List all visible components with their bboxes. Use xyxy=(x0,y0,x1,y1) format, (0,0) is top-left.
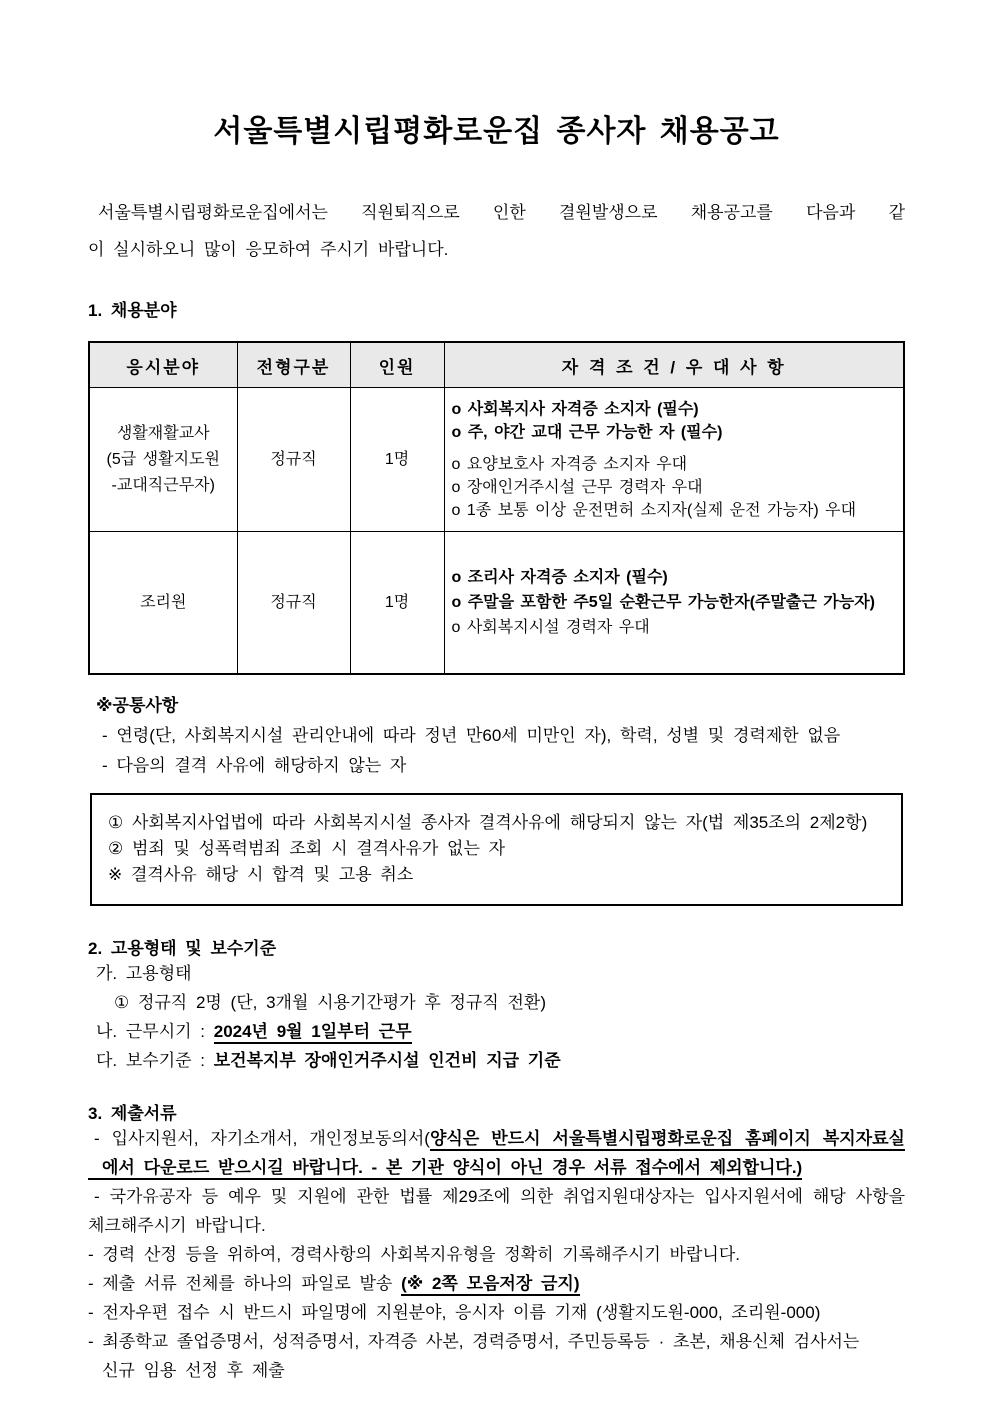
spacer xyxy=(452,444,900,453)
header-cell-track: 전형구분 xyxy=(237,342,350,388)
cell-qualifications xyxy=(444,532,904,675)
document-item-continuation: 체크해주시기 바랍니다. xyxy=(88,1216,266,1235)
cell-track: 정규직 xyxy=(237,532,350,675)
qualification-required: o 주말을 포함한 주5일 순환근무 가능한자(주말출근 가능자) xyxy=(451,594,875,611)
document-item-emphasis: (※ 2쪽 모음저장 금지) xyxy=(401,1274,579,1296)
disqualification-line: ② 범죄 및 성폭력범죄 조회 시 결격사유가 없는 자 xyxy=(108,839,506,858)
header-cell-field: 응시분야 xyxy=(89,342,237,388)
pay-standard-line xyxy=(88,1046,905,1075)
document-item-emphasis: 에서 다운로드 받으시길 바랍니다. - 본 기관 양식이 아닌 경우 서류 접수에서 제외합니다.) xyxy=(88,1158,802,1180)
document-item: - 최종학교 졸업증명서, 성적증명서, 자격증 사본, 경력증명서, 주민등록등 · 초본, 채용신체 검사서는 xyxy=(88,1332,860,1351)
cell-qualifications xyxy=(444,388,904,532)
field-line: 생활재활교사 xyxy=(116,424,210,442)
intro-line: 서울특별시립평화로운집에서는 직원퇴직으로 인한 결원발생으로 채용공고를 다음과 같 xyxy=(98,203,905,222)
document-item-text: - 제출 서류 전체를 하나의 파일로 발송 xyxy=(88,1274,402,1293)
field-line: (5급 생활지도원 xyxy=(106,450,220,468)
cell-headcount: 1명 xyxy=(350,388,444,532)
cell-track: 정규직 xyxy=(237,388,350,532)
pay-standard-label: 다. 보수기준 : xyxy=(96,1051,214,1070)
intro-paragraph xyxy=(88,194,905,268)
section-heading-documents: 3. 제출서류 xyxy=(88,1104,177,1123)
common-note-item: - 연령(단, 사회복지시설 관리안내에 따라 정년 만60세 미만인 자), 학력, 성별 및 경력제한 없음 xyxy=(102,726,841,745)
qualification-required: o 사회복지사 자격증 소지자 (필수) xyxy=(451,400,699,418)
section-employment xyxy=(88,934,905,1075)
cell-field: 조리원 xyxy=(89,532,237,675)
disqualification-box xyxy=(90,793,903,906)
document-item-continuation: 신규 임용 선정 후 제출 xyxy=(102,1361,285,1380)
page-title: 서울특별시립평화로운집 종사자 채용공고 xyxy=(213,115,780,148)
cell-headcount: 1명 xyxy=(350,532,444,675)
document-item xyxy=(88,1124,905,1153)
document-item-emphasis: 양식은 반드시 서울특별시립평화로운집 홈페이지 복지자료실 xyxy=(430,1129,905,1151)
header-cell-headcount: 인원 xyxy=(350,342,444,388)
table-row xyxy=(89,388,904,532)
section-heading-recruitment: 1. 채용분야 xyxy=(88,301,177,320)
field-line: -교대직근무자) xyxy=(111,476,215,494)
document-item-continuation xyxy=(88,1153,905,1182)
document-item xyxy=(88,1269,905,1298)
document-item-text: - 입사지원서, 자기소개서, 개인정보동의서( xyxy=(94,1129,430,1148)
section-documents xyxy=(88,1099,905,1385)
qualification-preferred: o 장애인거주시설 근무 경력자 우대 xyxy=(451,478,703,496)
qualification-preferred: o 1종 보통 이상 운전면허 소지자(실제 운전 가능자) 우대 xyxy=(451,501,857,519)
work-start-line xyxy=(88,1017,905,1046)
disqualification-line: ① 사회복지사업법에 따라 사회복지시설 종사자 결격사유에 해당되지 않는 자(법 제35조의 2제2항) xyxy=(108,813,868,832)
recruitment-table xyxy=(88,341,905,675)
cell-field xyxy=(89,388,237,532)
intro-line: 이 실시하오니 많이 응모하여 주시기 바랍니다. xyxy=(88,240,449,259)
document-item: - 국가유공자 등 예우 및 지원에 관한 법률 제29조에 의한 취업지원대상자는 입사지원서에 해당 사항을 xyxy=(94,1187,905,1206)
qualification-required: o 주, 야간 교대 근무 가능한 자 (필수) xyxy=(451,423,723,441)
header-cell-qualifications: 자 격 조 건 / 우 대 사 항 xyxy=(444,342,904,388)
disqualification-line: ※ 결격사유 해당 시 합격 및 고용 취소 xyxy=(108,865,414,884)
qualification-required: o 조리사 자격증 소지자 (필수) xyxy=(451,569,668,586)
work-start-label: 나. 근무시기 : xyxy=(96,1022,214,1041)
work-start-value: 2024년 9월 1일부터 근무 xyxy=(214,1022,412,1044)
common-note-item: - 다음의 결격 사유에 해당하지 않는 자 xyxy=(102,756,407,775)
qualification-preferred: o 사회복지시설 경력자 우대 xyxy=(451,619,650,636)
section-heading-employment: 2. 고용형태 및 보수기준 xyxy=(88,939,277,958)
common-notes-heading: ※공통사항 xyxy=(96,696,179,715)
employment-type-label: 가. 고용형태 xyxy=(96,964,192,983)
table-header-row xyxy=(89,342,904,388)
common-notes xyxy=(88,691,905,781)
employment-type-detail: ① 정규직 2명 (단, 3개월 시용기간평가 후 정규직 전환) xyxy=(114,993,546,1012)
table-row xyxy=(89,532,904,675)
pay-standard-value: 보건복지부 장애인거주시설 인건비 지급 기준 xyxy=(213,1051,561,1070)
document-item: - 경력 산정 등을 위하여, 경력사항의 사회복지유형을 정확히 기록해주시기 바랍니다. xyxy=(88,1245,740,1264)
qualification-preferred: o 요양보호사 자격증 소지자 우대 xyxy=(451,455,688,473)
section-recruitment xyxy=(88,296,905,675)
document-item: - 전자우편 접수 시 반드시 파일명에 지원분야, 응시자 이름 기재 (생활지도원-000, 조리원-000) xyxy=(88,1303,821,1322)
